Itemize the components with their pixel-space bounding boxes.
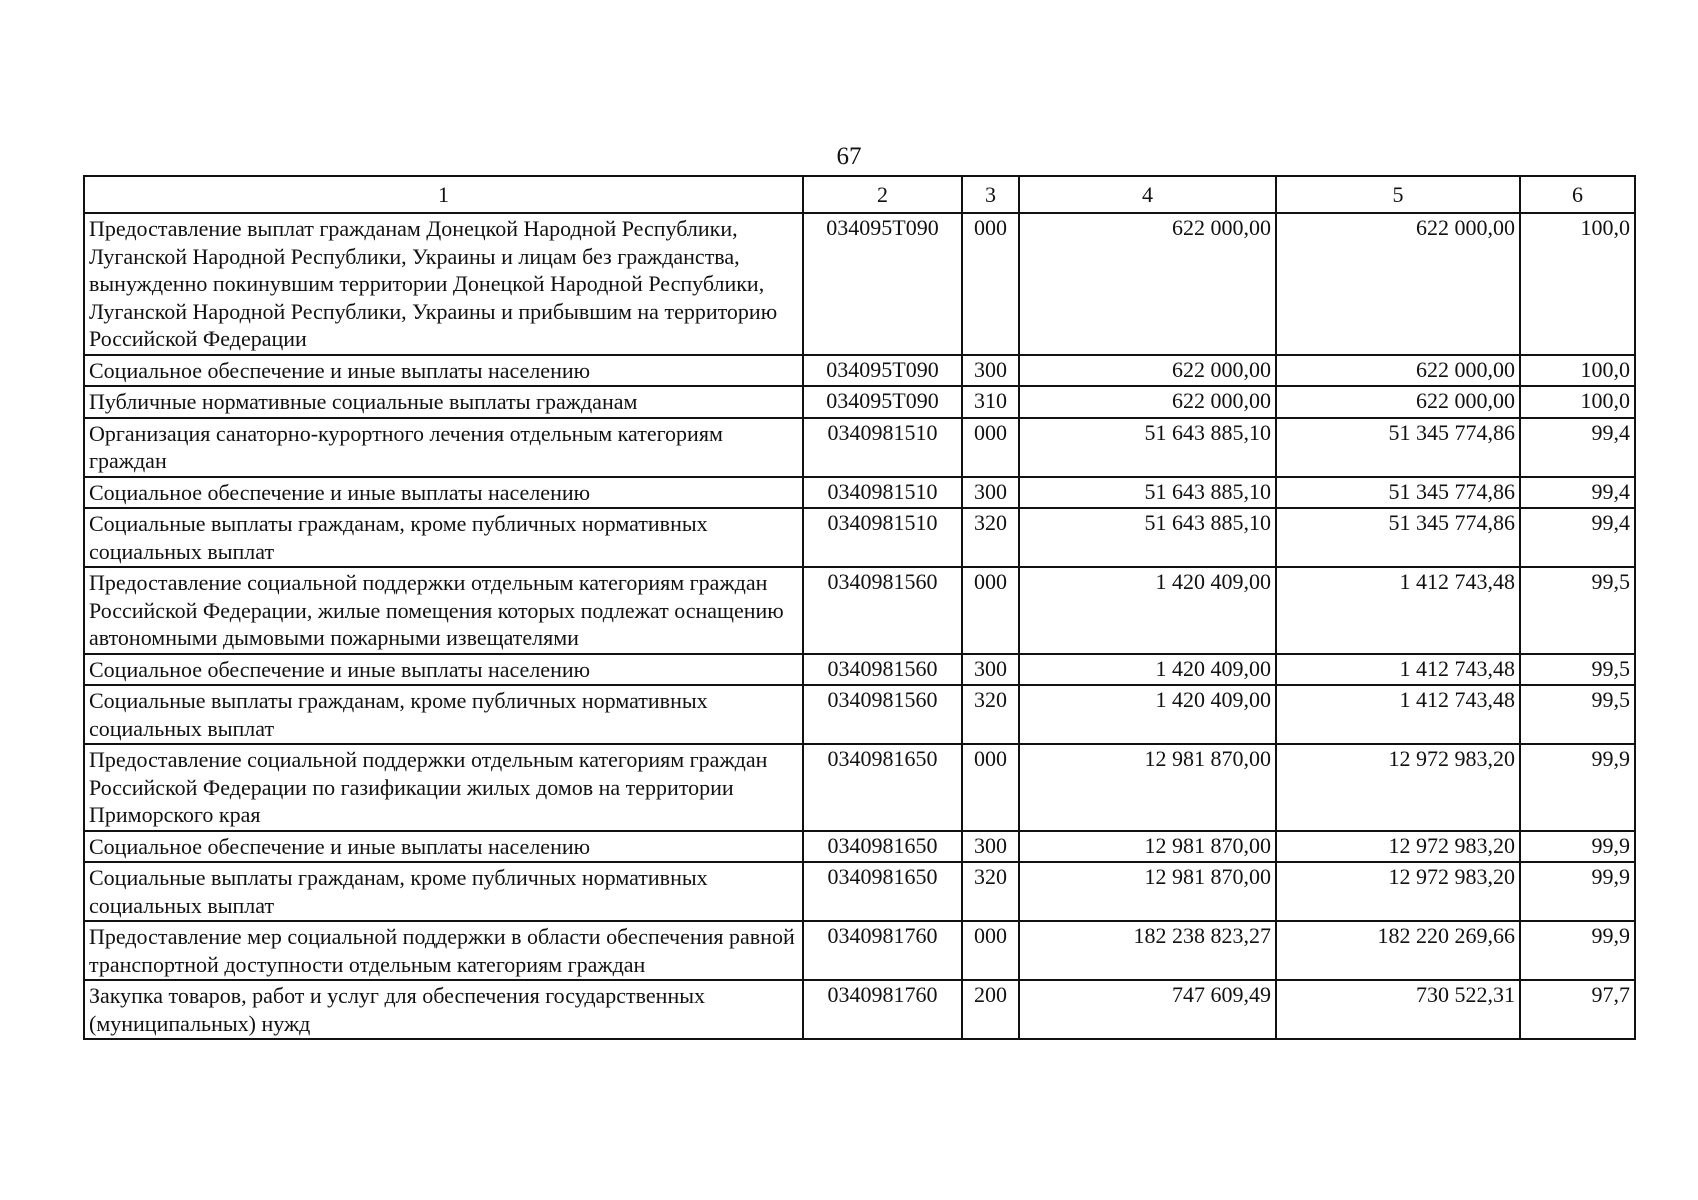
row-plan-amount: 1 420 409,00	[1019, 567, 1276, 654]
row-description: Предоставление социальной поддержки отдельным категориям граждан Российской Федерации по газификации жилых домов на территории Приморского края	[84, 744, 803, 831]
row-actual-amount: 1 412 743,48	[1276, 567, 1520, 654]
row-expense-kind: 000	[962, 921, 1019, 980]
row-description: Организация санаторно-курортного лечения отдельным категориям граждан	[84, 418, 803, 477]
row-description: Социальные выплаты гражданам, кроме публичных нормативных социальных выплат	[84, 685, 803, 744]
row-percent: 100,0	[1520, 355, 1635, 387]
row-target-code: 0340981560	[803, 685, 962, 744]
row-actual-amount: 182 220 269,66	[1276, 921, 1520, 980]
row-target-code: 0340981760	[803, 921, 962, 980]
row-percent: 99,9	[1520, 831, 1635, 863]
row-plan-amount: 622 000,00	[1019, 386, 1276, 418]
row-plan-amount: 51 643 885,10	[1019, 508, 1276, 567]
row-expense-kind: 000	[962, 567, 1019, 654]
row-target-code: 0340981510	[803, 418, 962, 477]
row-percent: 99,9	[1520, 744, 1635, 831]
row-plan-amount: 12 981 870,00	[1019, 862, 1276, 921]
row-description: Предоставление социальной поддержки отдельным категориям граждан Российской Федерации, жилые помещения которых подлежат оснащению автономными дымовыми пожарными извещателями	[84, 567, 803, 654]
row-percent: 99,4	[1520, 418, 1635, 477]
row-percent: 100,0	[1520, 386, 1635, 418]
table-row	[84, 567, 1635, 654]
row-actual-amount: 622 000,00	[1276, 355, 1520, 387]
row-percent: 100,0	[1520, 213, 1635, 355]
table-row	[84, 862, 1635, 921]
row-description: Закупка товаров, работ и услуг для обеспечения государственных (муниципальных) нужд	[84, 980, 803, 1039]
row-plan-amount: 1 420 409,00	[1019, 685, 1276, 744]
row-target-code: 0340981650	[803, 744, 962, 831]
row-plan-amount: 12 981 870,00	[1019, 744, 1276, 831]
row-actual-amount: 622 000,00	[1276, 213, 1520, 355]
row-plan-amount: 51 643 885,10	[1019, 477, 1276, 509]
row-target-code: 0340981560	[803, 654, 962, 686]
row-target-code: 034095Т090	[803, 355, 962, 387]
row-plan-amount: 12 981 870,00	[1019, 831, 1276, 863]
row-plan-amount: 622 000,00	[1019, 355, 1276, 387]
table-row	[84, 213, 1635, 355]
table-row	[84, 744, 1635, 831]
table-row	[84, 418, 1635, 477]
row-target-code: 034095Т090	[803, 213, 962, 355]
row-actual-amount: 1 412 743,48	[1276, 685, 1520, 744]
row-actual-amount: 622 000,00	[1276, 386, 1520, 418]
row-plan-amount: 747 609,49	[1019, 980, 1276, 1039]
row-target-code: 034095Т090	[803, 386, 962, 418]
row-actual-amount: 12 972 983,20	[1276, 831, 1520, 863]
row-target-code: 0340981650	[803, 862, 962, 921]
column-header-3: 3	[962, 176, 1019, 213]
row-expense-kind: 300	[962, 831, 1019, 863]
budget-table	[83, 175, 1636, 1040]
row-plan-amount: 51 643 885,10	[1019, 418, 1276, 477]
row-expense-kind: 300	[962, 654, 1019, 686]
row-expense-kind: 000	[962, 744, 1019, 831]
column-header-6: 6	[1520, 176, 1635, 213]
row-expense-kind: 300	[962, 355, 1019, 387]
row-percent: 99,9	[1520, 921, 1635, 980]
column-header-1: 1	[84, 176, 803, 213]
table-row	[84, 831, 1635, 863]
row-expense-kind: 320	[962, 685, 1019, 744]
table-row	[84, 355, 1635, 387]
row-description: Социальное обеспечение и иные выплаты населению	[84, 477, 803, 509]
row-description: Социальные выплаты гражданам, кроме публичных нормативных социальных выплат	[84, 862, 803, 921]
row-expense-kind: 200	[962, 980, 1019, 1039]
table-row	[84, 921, 1635, 980]
column-header-5: 5	[1276, 176, 1520, 213]
row-percent: 97,7	[1520, 980, 1635, 1039]
row-actual-amount: 12 972 983,20	[1276, 862, 1520, 921]
row-description: Социальное обеспечение и иные выплаты населению	[84, 355, 803, 387]
row-actual-amount: 51 345 774,86	[1276, 418, 1520, 477]
row-percent: 99,9	[1520, 862, 1635, 921]
row-percent: 99,4	[1520, 508, 1635, 567]
table-row	[84, 654, 1635, 686]
table-row	[84, 477, 1635, 509]
row-actual-amount: 730 522,31	[1276, 980, 1520, 1039]
table-row	[84, 685, 1635, 744]
row-percent: 99,5	[1520, 685, 1635, 744]
page-number: 67	[836, 143, 862, 170]
row-expense-kind: 000	[962, 213, 1019, 355]
row-percent: 99,4	[1520, 477, 1635, 509]
table-header-row	[84, 176, 1635, 213]
row-description: Социальное обеспечение и иные выплаты населению	[84, 654, 803, 686]
row-expense-kind: 000	[962, 418, 1019, 477]
row-expense-kind: 300	[962, 477, 1019, 509]
row-plan-amount: 182 238 823,27	[1019, 921, 1276, 980]
row-target-code: 0340981510	[803, 508, 962, 567]
row-description: Социальные выплаты гражданам, кроме публичных нормативных социальных выплат	[84, 508, 803, 567]
row-target-code: 0340981560	[803, 567, 962, 654]
row-description: Публичные нормативные социальные выплаты гражданам	[84, 386, 803, 418]
row-target-code: 0340981650	[803, 831, 962, 863]
column-header-4: 4	[1019, 176, 1276, 213]
row-expense-kind: 320	[962, 508, 1019, 567]
table-row	[84, 508, 1635, 567]
row-description: Предоставление выплат гражданам Донецкой Народной Республики, Луганской Народной Республики, Украины и лицам без гражданства, вынужденно покинувшим территории Донецкой Народной Республики, Луганской Народной Республики, Украины и прибывшим на территорию Российской Федерации	[84, 213, 803, 355]
row-actual-amount: 1 412 743,48	[1276, 654, 1520, 686]
row-percent: 99,5	[1520, 567, 1635, 654]
table-row	[84, 386, 1635, 418]
row-plan-amount: 1 420 409,00	[1019, 654, 1276, 686]
row-plan-amount: 622 000,00	[1019, 213, 1276, 355]
row-actual-amount: 51 345 774,86	[1276, 508, 1520, 567]
row-percent: 99,5	[1520, 654, 1635, 686]
row-actual-amount: 12 972 983,20	[1276, 744, 1520, 831]
column-header-2: 2	[803, 176, 962, 213]
row-expense-kind: 310	[962, 386, 1019, 418]
row-expense-kind: 320	[962, 862, 1019, 921]
row-actual-amount: 51 345 774,86	[1276, 477, 1520, 509]
row-target-code: 0340981510	[803, 477, 962, 509]
table-row	[84, 980, 1635, 1039]
row-description: Социальное обеспечение и иные выплаты населению	[84, 831, 803, 863]
row-description: Предоставление мер социальной поддержки в области обеспечения равной транспортной доступности отдельным категориям граждан	[84, 921, 803, 980]
row-target-code: 0340981760	[803, 980, 962, 1039]
